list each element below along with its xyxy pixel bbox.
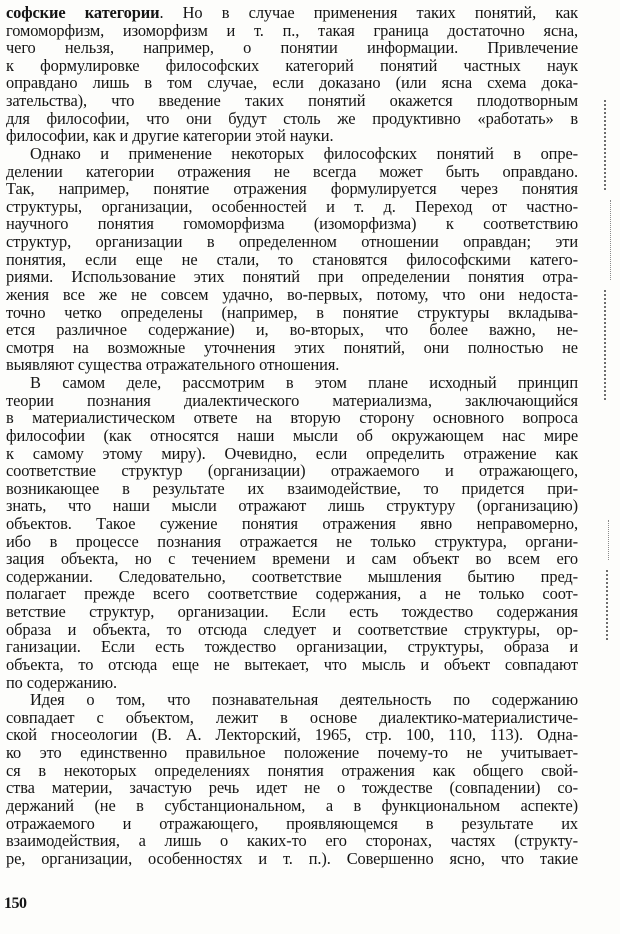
text-line: жения все же не совсем удачно, во-первых, потому, что они недоста- xyxy=(6,284,578,304)
text-line: понятия, если еще не стали, то становятся философскими катего- xyxy=(6,249,578,269)
text-line: ства материи, зачастую речь идет не о тождестве (совпадении) со- xyxy=(6,778,578,798)
text-line: точно четко определены (например, в понятие структуры вкладыва- xyxy=(6,302,578,322)
text-line: объекта, то отсюда еще не вытекает, что мысль и объект совпадают xyxy=(6,654,578,674)
text-line: взаимодействия, а лишь о каких-то его сторонах, частях (структу- xyxy=(6,831,578,851)
text-line: философии, как и другие категории этой науки. xyxy=(6,126,334,146)
text-line: по содержанию. xyxy=(6,672,117,692)
text-line: софские категории. Но в случае применения таких понятий, как xyxy=(6,3,578,22)
text-line: содержании. Следовательно, соответствие мышления бытию пред- xyxy=(6,566,578,586)
text-line: ко это единственно правильное положение почему-то не учитывает- xyxy=(6,743,578,763)
margin-note-mark xyxy=(604,100,612,190)
text-line: ся в некоторых определениях понятия отражения как общего свой- xyxy=(6,760,578,780)
text-line: объектов. Такое сужение понятия отражения явно неправомерно, xyxy=(6,513,578,533)
text-line: оправдано лишь в том случае, если доказано (или ясна схема дока- xyxy=(6,73,578,93)
text-line: теории познания диалектического материализма, заключающийся xyxy=(6,390,578,410)
text-line: ется различное содержание) и, во-вторых, что более важно, не- xyxy=(6,320,578,340)
margin-note-mark xyxy=(606,570,614,640)
text-line: научного понятия гомоморфизма (изоморфизма) к соответствию xyxy=(6,214,578,234)
text-line: ре, организации, особенностях и т. п.). Совершенно ясно, что такие xyxy=(6,848,578,868)
text-line: структуры, организации, особенностей и т. д. Переход от частно- xyxy=(6,196,578,216)
text-line: смотря на возможные уточнения этих понятий, они полностью не xyxy=(6,337,578,357)
margin-handwritten-notes xyxy=(590,90,620,650)
text-line: философии (как относятся наши мысли об окружающем нас мире xyxy=(6,425,578,445)
page-number: 150 xyxy=(4,895,27,912)
text-line: образа и объекта, то отсюда следует и соответствие структуры, ор- xyxy=(6,619,578,639)
margin-note-mark xyxy=(604,290,612,400)
text-line: держаний (не в субстанциональном, а в функциональном аспекте) xyxy=(6,795,578,815)
text-line: зация объекта, но с течением времени и сам объект во всем его xyxy=(6,549,578,569)
text-line: ганизации. Если есть тождество организации, структуры, образа и xyxy=(6,637,578,657)
text-line: Так, например, понятие отражения формулируется через понятия xyxy=(6,179,578,199)
text-line: структур, организации в определенном отношении оправдан; эти xyxy=(6,232,578,252)
text-line: к формулировке философских категорий понятий частных наук xyxy=(6,55,578,75)
text-line: гомоморфизм, изоморфизм и т. п., такая граница достаточно ясна, xyxy=(6,20,578,40)
text-line: ибо в процессе познания отражается не только структура, органи- xyxy=(6,531,578,551)
text-line: возникающее в результате их взаимодействие, то придется при- xyxy=(6,478,578,498)
text-line: Идея о том, что познавательная деятельность по содержанию xyxy=(30,690,578,710)
text-line: для философии, что они будут столь же продуктивно «работать» в xyxy=(6,108,578,128)
text-line: выявляют существа отражательного отношения. xyxy=(6,355,340,375)
margin-note-mark xyxy=(608,520,615,560)
text-line: риями. Использование этих понятий при определении понятия отра- xyxy=(6,267,578,287)
text-line: чего нельзя, например, о понятии информации. Привлечение xyxy=(6,38,578,58)
text-line: полагает прежде всего соответствие содержания, а не только соот- xyxy=(6,584,578,604)
text-line: Однако и применение некоторых философских понятий в опре- xyxy=(30,143,578,163)
text-line: зательства), что введение таких понятий окажется плодотворным xyxy=(6,91,578,111)
text-line: делении категории отражения не всегда может быть оправдано. xyxy=(6,161,578,181)
text-line: В самом деле, рассмотрим в этом плане исходный принцип xyxy=(30,373,578,393)
text-line: ской гносеологии (В. А. Лекторский, 1965, стр. 100, 110, 113). Одна- xyxy=(6,725,578,745)
text-line: соответствие структур (организации) отражаемого и отражающего, xyxy=(6,461,578,481)
text-line: к самому этому миру). Очевидно, если определить отражение как xyxy=(6,443,578,463)
text-line: ветствие структур, организации. Если есть тождество содержания xyxy=(6,602,578,622)
text-line: знать, что наши мысли отражают лишь структуру (организацию) xyxy=(6,496,578,516)
text-line: в материалистическом ответе на вторую сторону основного вопроса xyxy=(6,408,578,428)
margin-note-mark xyxy=(610,200,617,280)
text-line: совпадает с объектом, лежит в основе диалектико-материалистиче- xyxy=(6,707,578,727)
text-line: отражаемого и отражающего, проявляющемся в результате их xyxy=(6,813,578,833)
